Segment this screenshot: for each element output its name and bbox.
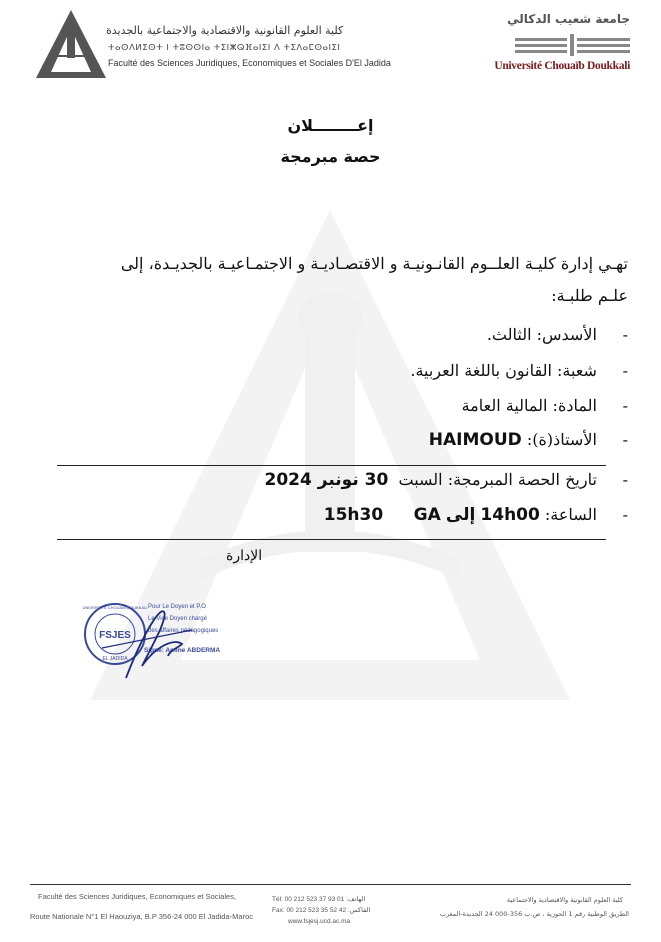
- faculty-header: [36, 10, 396, 80]
- time-to: 15h30: [323, 505, 384, 525]
- bullet-dash: -: [622, 505, 628, 524]
- footer-fr-line-1: Faculté des Sciences Juridiques, Economiques et Sociales,: [38, 892, 237, 901]
- faculty-logo-icon: [36, 10, 106, 78]
- time-to-word: إلى: [445, 505, 476, 525]
- footer-ar-line-1: كلية العلوم القانونية والاقتصادية والاجتماعية: [506, 896, 623, 904]
- footer-fax: Fax: 00 212 523 35 52 42 :الفاكس: [272, 907, 371, 914]
- stamp-line-2: Le Vice Doyen chargé: [148, 616, 207, 622]
- footer-divider: [30, 884, 631, 885]
- bullet-dash: -: [622, 470, 628, 489]
- announcement-subject: حصة مبرمجة: [280, 147, 381, 166]
- bullet-dash: -: [622, 361, 628, 380]
- stamp-line-3: des affaires pédagogiques: [148, 628, 219, 634]
- announcement-title: إعــــــــلان: [287, 116, 374, 135]
- official-stamp-icon: [82, 596, 242, 686]
- list-item-subject: - المادة: المالية العامة: [461, 396, 628, 415]
- room: GA: [413, 505, 441, 525]
- time-from: 14h00: [480, 505, 540, 525]
- faculty-name-ar: كلية العلوم القانونية والاقتصادية والاجتماعية بالجديدة: [106, 24, 344, 37]
- divider-bottom: [57, 539, 606, 540]
- divider-top: [57, 465, 606, 466]
- stamp-line-1: Pour Le Doyen et P.O: [148, 604, 206, 610]
- university-header: [494, 10, 630, 76]
- footer-tel: Tél: 00 212 523 37 93 01 :الهاتف: [272, 896, 366, 903]
- stamp-bottom: EL JADIDA: [102, 656, 128, 662]
- faculty-name-fr: Faculté des Sciences Juridiques, Economiques et Sociales D'El Jadida: [108, 58, 391, 68]
- university-name-ar: جامعة شعيب الدكالي: [507, 12, 630, 26]
- intro-line-1: تهـي إدارة كليـة العلــوم القانـونيـة و الاقتصـاديـة و الاجتمـاعيـة بالجديـدة، إلى: [120, 254, 628, 273]
- university-name-fr: Université Chouaïb Doukkali: [494, 60, 630, 72]
- footer-ar-line-2: الطريق الوطنية رقم 1 الحوزية ، ص.ب 356-000 24 الجديدة-المغرب: [439, 910, 629, 918]
- footer-website: www.fsjesj.ucd.ac.ma: [288, 918, 351, 925]
- stamp-ring-text: UNIVERSITÉ CHOUAIB DOUKKALI: [82, 605, 148, 610]
- list-item-branch: - شعبة: القانون باللغة العربية.: [410, 361, 628, 380]
- list-item-date: - تاريخ الحصة المبرمجة: السبت 30 نونبر 2024: [264, 470, 628, 490]
- footer-fr-line-2: Route Nationale N°1 El Haouziya, B.P 356-24 000 El Jadida-Maroc: [30, 912, 253, 921]
- bullet-dash: -: [622, 325, 628, 344]
- signature-label: الإدارة: [226, 548, 263, 564]
- bullet-dash: -: [622, 430, 628, 449]
- list-item-time: - الساعة: 14h00 إلى 15h30 GA: [323, 505, 628, 525]
- list-item-semester: - الأسدس: الثالث.: [486, 325, 628, 344]
- bullet-dash: -: [622, 396, 628, 415]
- university-logo-icon: [515, 32, 630, 58]
- intro-line-2: علـم طلبـة:: [551, 286, 628, 305]
- professor-name: HAIMOUD: [428, 430, 522, 450]
- session-date: 30 نونبر 2024: [264, 470, 389, 490]
- faculty-name-tifinagh: ⵜⴰⵙⴷⵍⵉⵙⵜ ⵏ ⵜⵓⵙⵙⵏⴰ ⵜⵉⵏⵥⵕⴼⴰⵏⵉⵏ ⴷ ⵜⵉⴷⴰⵎⵙⴰⵏⵉⵏ: [108, 43, 341, 53]
- stamp-center: FSJES: [99, 630, 131, 641]
- list-item-professor: - الأستاذ(ة): HAIMOUD: [428, 430, 628, 450]
- stamp-signee: Signé: Amine ABDERMA: [144, 647, 221, 654]
